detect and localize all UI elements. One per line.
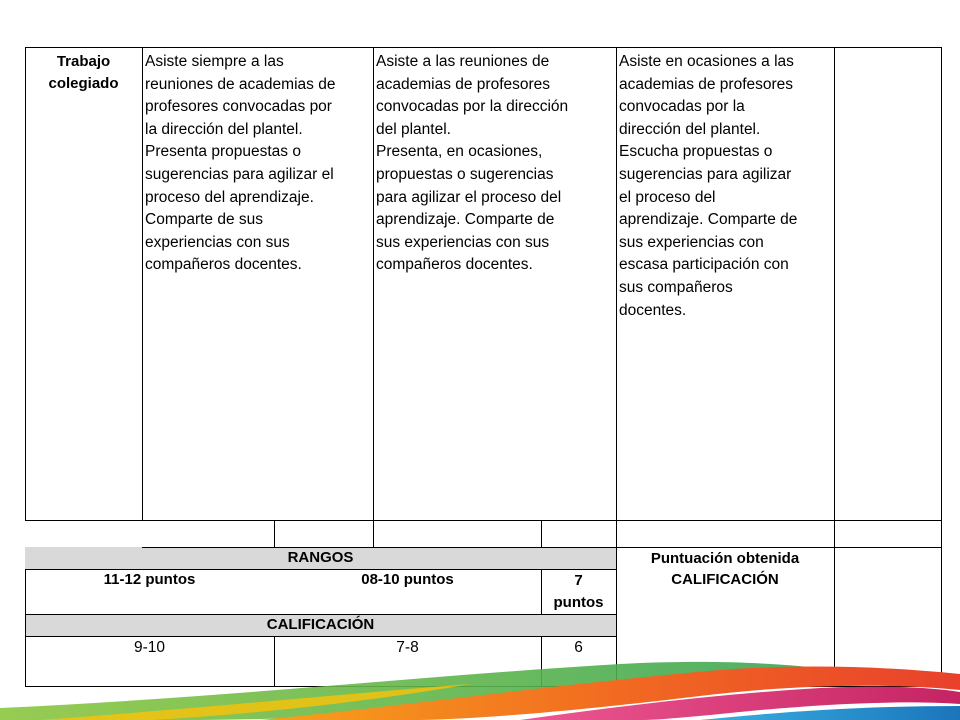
descriptor-good (376, 51, 616, 277)
descriptor-line: para agilizar el proceso del (376, 188, 562, 206)
range-excellent: 11-12 puntos (103, 571, 196, 588)
descriptor-line: aprendizaje. Comparte de (376, 211, 555, 229)
table-top-border (25, 47, 942, 48)
descriptor-line: Asiste siempre a las (145, 53, 284, 70)
range-good: 08-10 puntos (361, 571, 454, 588)
descriptor-line: convocadas por la (619, 98, 745, 116)
spacer-divider (274, 520, 275, 547)
descriptor-line: Presenta propuestas o (145, 143, 301, 161)
descriptor-line: sugerencias para agilizar el (145, 165, 334, 183)
criterion-title-line: Trabajo (56, 53, 111, 70)
descriptor-line: Asiste a las reuniones de (376, 53, 550, 70)
descriptor-line: docentes. (619, 301, 687, 319)
descriptor-excellent (145, 51, 377, 277)
descriptor-line: propuestas o sugerencias (376, 165, 554, 183)
table-right-border (941, 47, 942, 687)
descriptor-line: escasa participación con (619, 256, 789, 274)
descriptor-line: sus compañeros (619, 278, 733, 296)
table-left-border (25, 47, 26, 520)
score-label (616, 548, 834, 590)
descriptor-sufficient (619, 51, 834, 322)
descriptor-line: experiencias con sus (145, 233, 290, 251)
descriptor-line: aprendizaje. Comparte de (619, 211, 798, 229)
descriptor-line: reuniones de academias de (145, 75, 336, 93)
col-divider-1 (142, 47, 143, 520)
ranges-header: RANGOS (287, 549, 354, 566)
descriptor-line: Comparte de sus (145, 211, 264, 229)
grades-header-bottom (25, 636, 616, 637)
score-label-line: CALIFICACIÓN (671, 571, 779, 588)
grade-excellent: 9-10 (133, 639, 166, 656)
descriptor-line: la dirección del plantel. (145, 120, 303, 138)
descriptor-line: Presenta, en ocasiones, (376, 143, 543, 161)
grade-sufficient: 6 (574, 639, 583, 656)
descriptor-line: del plantel. (376, 120, 451, 138)
descriptor-line: profesores convocadas por (145, 98, 332, 116)
descriptor-line: sus experiencias con sus (376, 233, 550, 251)
grade-good: 7-8 (396, 639, 419, 656)
descriptor-line: Asiste en ocasiones a las (619, 53, 794, 70)
spacer-divider (541, 520, 542, 547)
criterion-title-line: colegiado (48, 75, 119, 92)
descriptor-line: Escucha propuestas o (619, 143, 773, 161)
row-divider-top (25, 520, 942, 521)
decorative-swoosh-graphic (0, 660, 960, 720)
descriptor-line: dirección del plantel. (619, 120, 761, 138)
range-sufficient-value: 7 (574, 572, 583, 589)
descriptor-line: academias de profesores (619, 75, 794, 93)
col-divider-3 (616, 47, 617, 547)
criterion-title (25, 51, 142, 95)
score-label-line: Puntuación obtenida (650, 550, 800, 567)
grades-header: CALIFICACIÓN (266, 616, 375, 633)
descriptor-line: sus experiencias con (619, 233, 764, 251)
descriptor-line: compañeros docentes. (145, 256, 302, 274)
col-divider-4 (834, 47, 835, 687)
descriptor-line: convocadas por la dirección (376, 98, 569, 116)
descriptor-line: el proceso del (619, 188, 716, 206)
range-sufficient-unit: puntos (553, 594, 604, 611)
descriptor-line: sugerencias para agilizar (619, 165, 792, 183)
descriptor-line: academias de profesores (376, 75, 551, 93)
descriptor-line: compañeros docentes. (376, 256, 533, 274)
descriptor-line: proceso del aprendizaje. (145, 188, 314, 206)
range-sufficient (541, 570, 616, 614)
